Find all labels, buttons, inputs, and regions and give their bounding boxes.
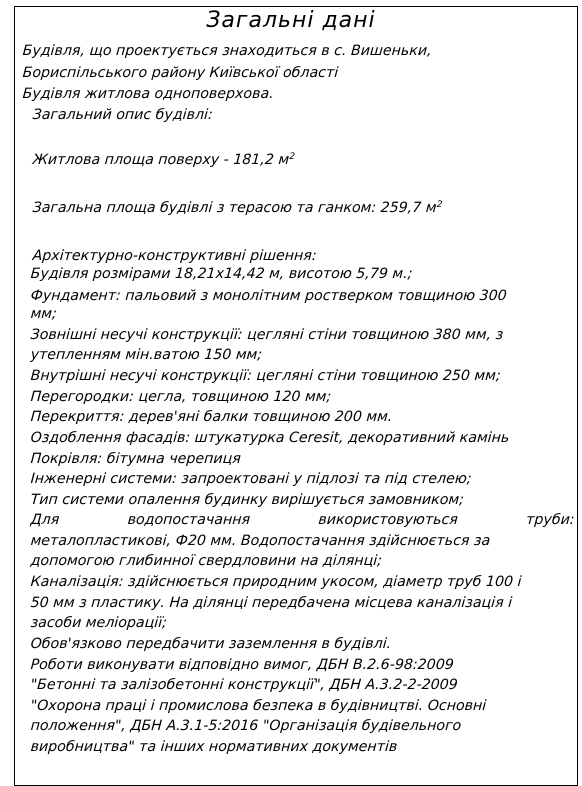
text-line: Інженерні системи: запроектовані у підлозі та під стелею; <box>30 471 473 487</box>
text-line: засоби меліорації; <box>30 615 168 631</box>
text-line: Перекриття: дерев'яні балки товщиною 200 мм. <box>30 409 393 425</box>
text-line: Будівля, що проектується знаходиться в с. Вишеньки, <box>22 43 433 59</box>
word: водопостачання <box>127 512 251 528</box>
superscript: 2 <box>436 200 443 210</box>
text-line: Загальний опис будівлі: <box>32 107 214 123</box>
text-line: Будівля розмірами 18,21х14,42 м, висотою 5,79 м.; <box>30 266 413 282</box>
text-line: 50 мм з пластику. На ділянці передбачена місцева каналізація і <box>30 595 513 611</box>
text-line: Зовнішні несучі конструкції: цегляні стіни товщиною 380 мм, з <box>30 327 504 343</box>
word: труби: <box>525 512 576 528</box>
text-line: "Охорона праці і промислова безпека в будівництві. Основні <box>30 698 487 714</box>
text-line: Оздоблення фасадів: штукатурка Ceresit, декоративний камінь <box>30 430 510 446</box>
text-line: Будівля житлова одноповерхова. <box>22 86 275 102</box>
text-line: Бориспільського району Київської області <box>22 65 339 81</box>
text-line: Обов'язково передбачити заземлення в будівлі. <box>30 636 392 652</box>
section-heading: Архітектурно-конструктивні рішення: <box>32 248 318 264</box>
text-line: Роботи виконувати відповідно вимог, ДБН В.2.6-98:2009 <box>30 657 455 673</box>
word: Для <box>30 512 60 528</box>
text-line: металопластикові, Ф20 мм. Водопостачання здійснюється за <box>30 533 491 549</box>
living-area-line: Житлова площа поверху - 181,2 $м^2$ <box>32 152 296 168</box>
text-line: Внутрішні несучі конструкції: цегляні стіни товщиною 250 мм; <box>30 368 502 384</box>
page-title: Загальні дані <box>206 8 376 33</box>
text-line: Каналізація: здійснюється природним укосом, діаметр труб 100 і <box>30 574 523 590</box>
text-line: Перегородки: цегла, товщиною 120 мм; <box>30 389 332 405</box>
text-line: "Бетонні та залізобетонні конструкції", ДБН А.3.2-2-2009 <box>30 677 459 693</box>
justified-line <box>30 511 575 529</box>
text-line: допомогою глибинної свердловини на ділянці; <box>30 553 383 569</box>
text-line: утепленням мін.ватою 150 мм; <box>30 347 263 363</box>
superscript: 2 <box>288 152 296 162</box>
text-line: мм; <box>30 306 58 322</box>
text-line: виробництва" та інших нормативних документів <box>30 739 398 755</box>
word: використовуються <box>317 512 459 528</box>
total-area-line: Загальна площа будівлі з терасою та ганком: 259,7 $м^2$ <box>32 200 443 216</box>
text-line: Покрівля: бітумна черепиця <box>30 451 242 467</box>
text-line: Фундамент: пальовий з монолітним ростверком товщиною 300 <box>30 288 508 304</box>
text-line: положення", ДБН А.3.1-5:2016 "Організація будівельного <box>30 718 462 734</box>
text-line: Тип системи опалення будинку вирішується замовником; <box>30 492 465 508</box>
